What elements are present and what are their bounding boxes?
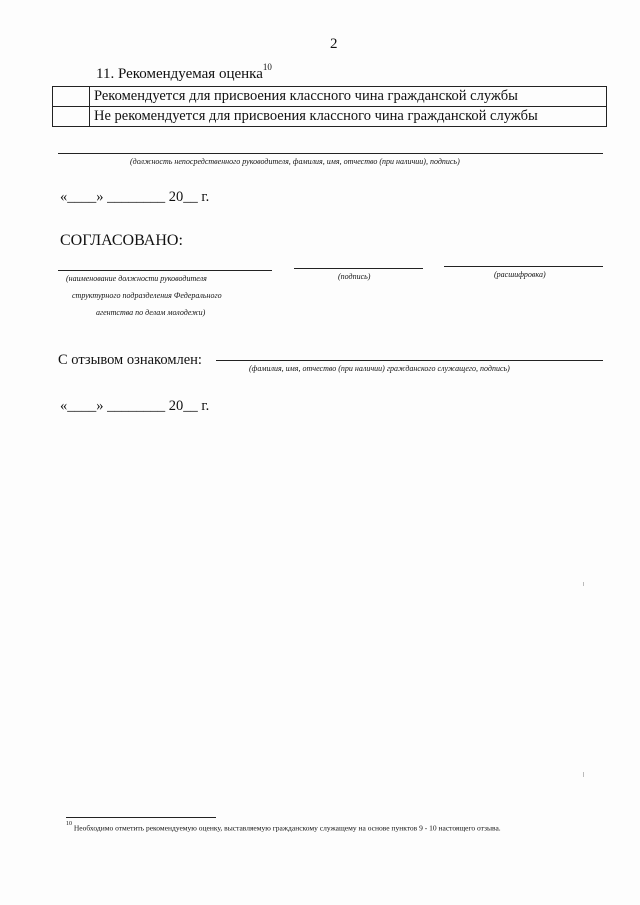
assessment-options-table	[52, 86, 607, 127]
agreed-signature-line[interactable]	[294, 268, 423, 269]
agreed-decoding-caption: (расшифровка)	[494, 270, 546, 279]
option-row-not-recommended	[53, 107, 607, 127]
option-row-recommended	[53, 87, 607, 107]
agreed-decoding-line[interactable]	[444, 266, 603, 267]
supervisor-signature-line[interactable]	[58, 153, 603, 154]
agreed-position-caption-3: агентства по делам молодежи)	[96, 308, 206, 317]
option-checkbox-recommended[interactable]	[53, 87, 90, 107]
option-label-recommended: Рекомендуется для присвоения классного чина гражданской службы	[90, 87, 607, 107]
agreed-position-line[interactable]	[58, 270, 272, 271]
footnote-number: 10	[66, 821, 72, 827]
acknowledged-label: С отзывом ознакомлен:	[58, 352, 202, 368]
agreed-heading: СОГЛАСОВАНО:	[60, 232, 183, 249]
date-field-2[interactable]: «____» ________ 20__ г.	[60, 398, 210, 414]
acknowledged-signature-line[interactable]	[216, 360, 603, 361]
option-checkbox-not-recommended[interactable]	[53, 107, 90, 127]
acknowledged-caption: (фамилия, имя, отчество (при наличии) гражданского служащего, подпись)	[249, 364, 510, 373]
footnote	[66, 823, 501, 833]
option-label-not-recommended: Не рекомендуется для присвоения классного чина гражданской службы	[90, 107, 607, 127]
agreed-signature-caption: (подпись)	[338, 272, 371, 281]
footnote-ref: 10	[262, 62, 272, 72]
page-number: 2	[330, 36, 338, 52]
footnote-separator	[66, 817, 216, 818]
supervisor-caption: (должность непосредственного руководителя, фамилия, имя, отчество (при наличии), подпись)	[130, 157, 460, 166]
agreed-position-caption-2: структурного подразделения Федерального	[72, 291, 222, 300]
agreed-position-caption-1: (наименование должности руководителя	[66, 274, 207, 283]
scan-speck	[583, 582, 584, 586]
scan-speck	[583, 772, 584, 777]
section-title	[96, 64, 272, 83]
section-title-text: 11. Рекомендуемая оценка	[96, 66, 263, 82]
footnote-text: Необходимо отметить рекомендуемую оценку, выставляемую гражданскому служащему на основе пунктов 9 - 10 настоящего отзыва.	[73, 823, 501, 833]
date-field-1[interactable]: «____» ________ 20__ г.	[60, 189, 210, 205]
